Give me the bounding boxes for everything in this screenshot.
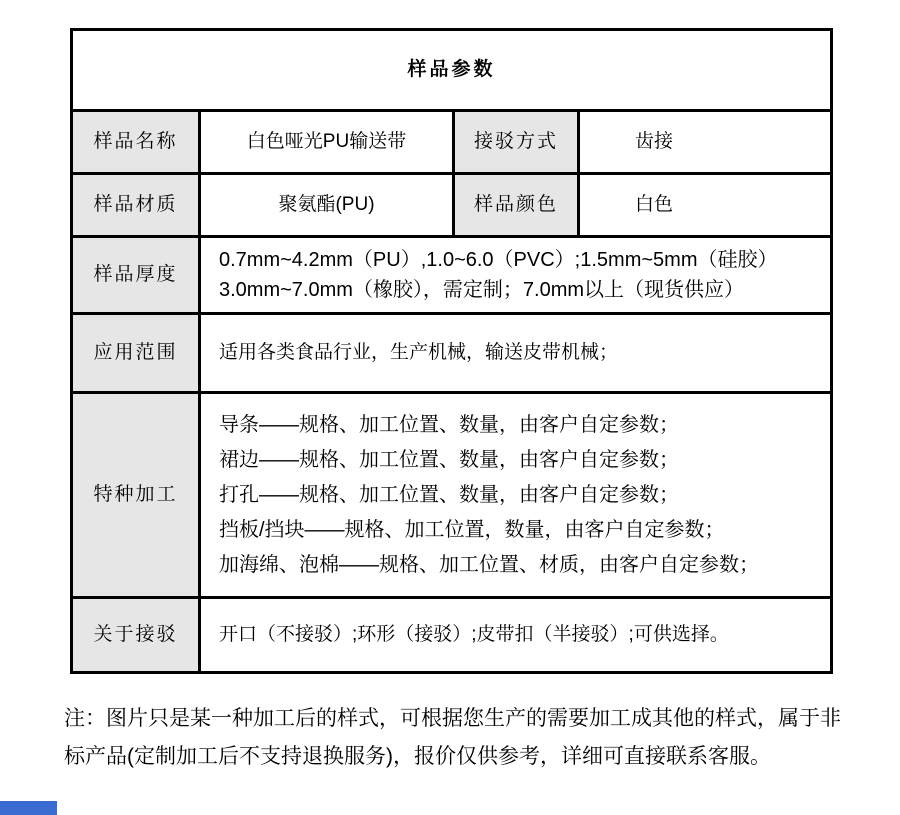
thickness-line-1: 0.7mm~4.2mm（PU）,1.0~6.0（PVC）;1.5mm~5mm（硅胶） [219,249,778,271]
label-thickness: 样品厚度 [72,237,200,314]
label-special-processing: 特种加工 [72,393,200,598]
row-about-joint [72,598,832,673]
footnote [64,700,849,776]
value-thickness [200,237,832,314]
value-joint-method: 齿接 [579,111,832,174]
special-line-sponge: 加海绵、泡棉——规格、加工位置、材质，由客户自定参数； [219,553,759,576]
value-about-joint: 开口（不接驳）;环形（接驳）;皮带扣（半接驳）;可供选择。 [200,598,832,673]
page-title: 样品参数 [72,30,832,111]
row-application [72,314,832,393]
thickness-line-2: 3.0mm~7.0mm（橡胶），需定制；7.0mm以上（现货供应） [219,279,745,301]
row-thickness [72,237,832,314]
row-special-processing [72,393,832,598]
special-line-punching: 打孔——规格、加工位置、数量，由客户自定参数； [219,483,679,506]
special-line-baffle: 挡板/挡块——规格、加工位置，数量，由客户自定参数； [219,518,725,541]
label-sample-name: 样品名称 [72,111,200,174]
value-sample-material: 聚氨酯(PU) [200,174,454,237]
label-sample-material: 样品材质 [72,174,200,237]
special-line-guide-strip: 导条——规格、加工位置、数量，由客户自定参数； [219,413,679,436]
row-sample-name [72,111,832,174]
row-sample-material [72,174,832,237]
bottom-left-accent-bar [0,801,57,815]
label-application: 应用范围 [72,314,200,393]
value-sample-name: 白色哑光PU输送带 [200,111,454,174]
title-row [72,30,832,111]
label-about-joint: 关于接驳 [72,598,200,673]
footnote-line-1: 注：图片只是某一种加工后的样式，可根据您生产的需要加工成其他的样式，属于非 [64,707,841,730]
label-joint-method: 接驳方式 [454,111,579,174]
label-sample-color: 样品颜色 [454,174,579,237]
spec-table [70,28,833,674]
special-line-skirt: 裙边——规格、加工位置、数量，由客户自定参数； [219,448,679,471]
value-sample-color: 白色 [579,174,832,237]
value-application: 适用各类食品行业，生产机械，输送皮带机械； [200,314,832,393]
value-special-processing [200,393,832,598]
footnote-line-2: 标产品(定制加工后不支持退换服务)，报价仅供参考，详细可直接联系客服。 [64,745,771,768]
